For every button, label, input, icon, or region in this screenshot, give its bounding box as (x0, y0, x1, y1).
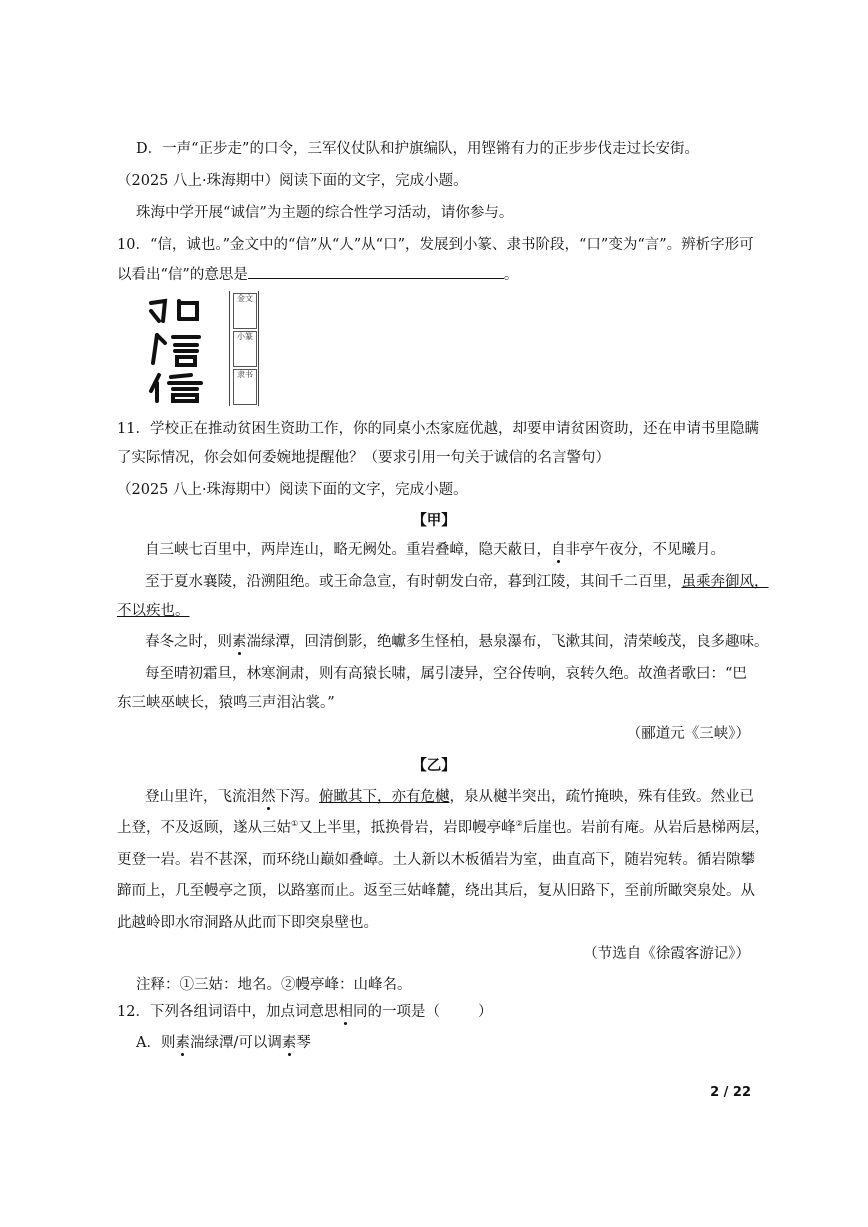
answer-blank[interactable] (248, 264, 504, 279)
passage-jia-title: 【甲】 (412, 512, 456, 529)
underlined-sentence: 俯瞰其下，亦有危樾 (319, 789, 450, 805)
script-legend (229, 291, 259, 406)
yi-l1-text-2: 下泻。 (275, 789, 319, 805)
question-10-line1: 10．“信，诚也。”金文中的“信”从“人”从“口”，发展到小篆、隶书阶段，“口”变为“言”。辨析字形可 (117, 237, 754, 253)
jia-p1-text-end: 非亭午夜分，不见曦月。 (565, 542, 725, 558)
jinwen-xin-glyph (151, 301, 197, 321)
jia-p2-text: 至于夏水襄陵，沿溯阻绝。或王命急宣，有时朝发白帝，暮到江陵，其间千二百里， (145, 574, 682, 590)
label-xiaozhuan: 小篆 (233, 331, 257, 367)
yi-l2-text-3: 后崖也。岩前有庵。从岩后悬梯两层， (522, 820, 770, 836)
label-jinwen: 金文 (233, 293, 257, 329)
dotted-char: 然 (261, 789, 276, 805)
option-a-text: A．则 (136, 1035, 176, 1051)
dotted-char: 自 (551, 542, 566, 558)
source-note-1: （2025 八上·珠海期中）阅读下面的文字，完成小题。 (117, 173, 468, 189)
jia-paragraph-4-line2: 东三峡巫峡长，猿鸣三声泪沾裳。” (117, 695, 335, 711)
yi-source: （节选自《徐霞客游记》） (583, 946, 750, 962)
yi-l2-text: 上登，不及返顾，遂从三姑 (117, 820, 291, 836)
source-note-2: （2025 八上·珠海期中）阅读下面的文字，完成小题。 (117, 482, 468, 498)
activity-intro: 珠海中学开展“诚信”为主题的综合性学习活动，请你参与。 (136, 205, 514, 221)
xin-glyphs-image (143, 291, 223, 406)
xin-character-figure (143, 291, 263, 406)
footnote-marker-2: ② (515, 819, 523, 829)
dotted-char: 素 (281, 1035, 297, 1051)
q12-text-2: 同的一项是（ (352, 1004, 440, 1020)
jia-p3-text-end: 湍绿潭，回清倒影，绝巘多生怪柏，悬泉瀑布，飞漱其间，清荣峻茂，良多趣味。 (246, 634, 769, 650)
q12-text-3: ） (477, 1004, 493, 1020)
yi-l1-text: 登山里许，飞流泪 (145, 789, 261, 805)
jia-p3-text: 春冬之时，则 (145, 634, 232, 650)
yi-l2-text-2: 又上半里，抵换骨岩，岩即幔亭峰 (298, 820, 516, 836)
question-10-line2 (117, 264, 518, 285)
question-11-line1: 11．学校正在推动贫困生资助工作，你的同桌小杰家庭优越，却要申请贫困资助，还在申请书里隐瞒 (117, 421, 759, 437)
jia-paragraph-2 (145, 572, 769, 592)
yi-line-1 (145, 787, 754, 807)
question-12-option-a (136, 1033, 311, 1053)
yi-l1-text-3: ，泉从樾半突出，疏竹掩映，殊有佳致。然业已 (449, 789, 754, 805)
passage-yi-title: 【乙】 (412, 757, 456, 774)
option-d: D．一声“正步走”的口令，三军仪仗队和护旗编队，用铿锵有力的正步步伐走过长安街。 (136, 141, 699, 157)
underlined-sentence-cont: 不以疾也。 (117, 603, 190, 619)
jia-paragraph-2-cont (117, 601, 190, 621)
option-a-text-2: 湍绿潭/可以调 (189, 1035, 282, 1051)
xiaozhuan-xin-glyph (153, 335, 199, 365)
dotted-char: 素 (175, 1035, 190, 1051)
underlined-sentence: 虽乘奔御风， (681, 574, 769, 590)
lishu-xin-glyph (151, 375, 201, 401)
jia-paragraph-3 (145, 632, 769, 652)
yi-line-4: 蹄而上，几至幔亭之顶，以路塞而止。返至三姑峰麓，绕出其后，复从旧路下，至前所瞰突泉处。从 (117, 883, 755, 899)
dotted-char: 素 (232, 634, 247, 650)
jia-source: （郦道元《三峡》） (626, 726, 750, 742)
jia-p1-text: 自三峡七百里中，两岸连山，略无阙处。重岩叠嶂，隐天蔽日， (145, 542, 551, 558)
yi-line-3: 更登一岩。岩不甚深，而环绕山巅如叠嶂。土人新以木板循岩为室，曲直高下，随岩宛转。循岩隙攀 (117, 852, 755, 868)
question-11-line2: 了实际情况，你会如何委婉地提醒他？（要求引用一句关于诚信的名言警句） (117, 450, 610, 466)
jia-paragraph-4-line1: 每至晴初霜旦，林寒涧肃，则有高猿长啸，属引凄异，空谷传响，哀转久绝。故渔者歌曰：“巴 (145, 666, 747, 682)
jia-paragraph-1 (145, 540, 725, 560)
annotations: 注释：①三姑：地名。②幔亭峰：山峰名。 (136, 977, 412, 993)
yi-line-5: 此越岭即水帘洞路从此而下即突泉壁也。 (117, 915, 378, 931)
q12-text: 12．下列各组词语中，加点词意思 (117, 1004, 339, 1020)
question-12 (117, 1002, 492, 1022)
yi-line-2 (117, 818, 769, 838)
footnote-marker-1: ① (291, 819, 299, 829)
question-10-text: 以看出“信”的意思是 (117, 267, 248, 283)
question-10-end: 。 (503, 267, 519, 283)
option-a-text-3: 琴 (296, 1035, 311, 1051)
dotted-char: 相 (338, 1004, 353, 1020)
page-number: 2 / 22 (710, 1085, 751, 1100)
label-lishu: 隶书 (233, 369, 257, 405)
